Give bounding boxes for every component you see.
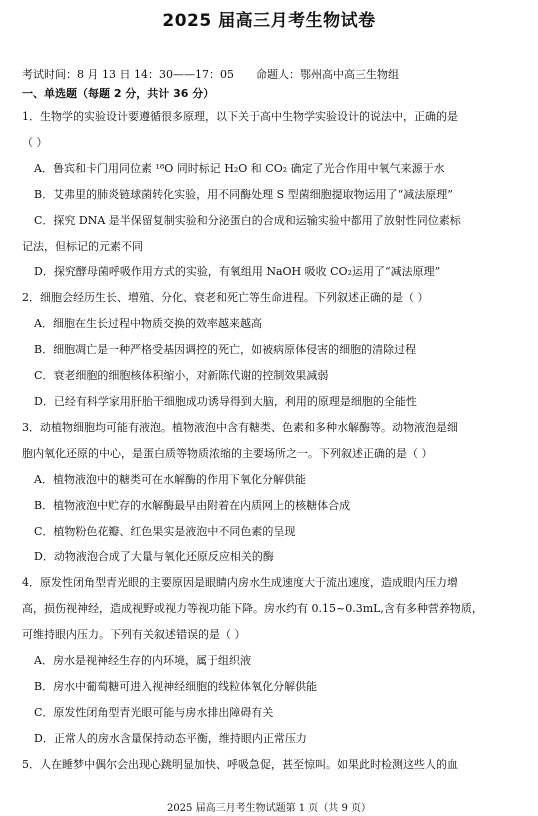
questions — [22, 104, 522, 778]
option-a: A．房水是视神经生存的内环境，属于组织液 — [34, 654, 251, 668]
option-c: C．植物粉色花瓣、红色果实是液泡中不同色素的呈现 — [34, 524, 296, 538]
option-c: C．衰老细胞的细胞核体积缩小，对新陈代谢的控制效果减弱 — [34, 369, 329, 383]
section-heading: 一、单选题（每题 2 分，共计 36 分） — [22, 87, 215, 100]
option-b: B．房水中葡萄糖可进入视神经细胞的线粒体氧化分解供能 — [34, 679, 318, 693]
option-d: D．动物液泡合成了大量与氧化还原反应相关的酶 — [34, 550, 274, 564]
question-stem: 3．动植物细胞均可能有液泡。植物液泡中含有糖类、色素和多种水解酶等。动物液泡是细 — [22, 420, 458, 434]
exam-time: 考试时间：8 月 13 日 14：30——17：05 — [22, 68, 234, 81]
option-c: C．探究 DNA 是半保留复制实验和分泌蛋白的合成和运输实验中都用了放射性同位素标 — [34, 213, 461, 227]
option-c-cont: 记法，但标记的元素不同 — [22, 239, 143, 253]
option-b: B．植物液泡中贮存的水解酶最早由附着在内质网上的核糖体合成 — [34, 498, 351, 512]
question-stem: 1．生物学的实验设计要遵循很多原理，以下关于高中生物学实验设计的说法中，正确的是 — [22, 110, 458, 123]
question-stem-cont: 可维持眼内压力。下列有关叙述错误的是（ ） — [22, 628, 246, 642]
option-b: B．细胞凋亡是一种严格受基因调控的死亡，如被病原体侵害的细胞的清除过程 — [34, 343, 417, 357]
option-d: D．正常人的房水含量保持动态平衡，维持眼内正常压力 — [34, 731, 307, 745]
option-a: A．鲁宾和卡门用同位素 ¹⁸O 同时标记 H₂O 和 CO₂ 确定了光合作用中氧气来源于水 — [34, 161, 445, 175]
question-stem-cont: （ ） — [22, 135, 48, 149]
exam-title: 2025 届高三月考生物试卷 — [162, 11, 376, 31]
option-a: A．植物液泡中的糖类可在水解酶的作用下氧化分解供能 — [34, 472, 306, 486]
option-d: D．已经有科学家用肝胎干细胞成功诱导得到大脑，利用的原理是细胞的全能性 — [34, 394, 417, 408]
question-stem-cont: 高，损伤视神经，造成视野或视力等视功能下降。房水约有 0.15~0.3mL,含有多种营养物质， — [22, 602, 483, 616]
page-footer: 2025 届高三月考生物试题第 1 页（共 9 页） — [166, 803, 372, 814]
option-d: D．探究酵母菌呼吸作用方式的实验，有氧组用 NaOH 吸收 CO₂运用了“减法原理” — [34, 265, 441, 279]
question-stem-cont: 胞内氧化还原的中心，是蛋白质等物质浓缩的主要场所之一。下列叙述正确的是（ ） — [22, 446, 433, 460]
exam-setter: 命题人：鄂州高中高三生物组 — [255, 68, 399, 81]
exam-meta — [22, 67, 522, 83]
question-stem: 5．人在睡梦中偶尔会出现心跳明显加快、呼吸急促，甚至惊叫。如果此时检测这些人的血 — [22, 757, 458, 771]
question-stem: 2．细胞会经历生长、增殖、分化、衰老和死亡等生命进程。下列叙述正确的是（ ） — [22, 291, 429, 305]
option-c: C．原发性闭角型青光眼可能与房水排出障碍有关 — [34, 705, 274, 719]
question-stem: 4．原发性闭角型青光眼的主要原因是眼睛内房水生成速度大于流出速度，造成眼内压力增 — [22, 576, 458, 590]
option-b: B．艾弗里的肺炎链球菌转化实验，用不同酶处理 S 型菌细胞提取物运用了“减法原理” — [34, 187, 453, 201]
option-a: A．细胞在生长过程中物质交换的效率越来越高 — [34, 317, 262, 331]
